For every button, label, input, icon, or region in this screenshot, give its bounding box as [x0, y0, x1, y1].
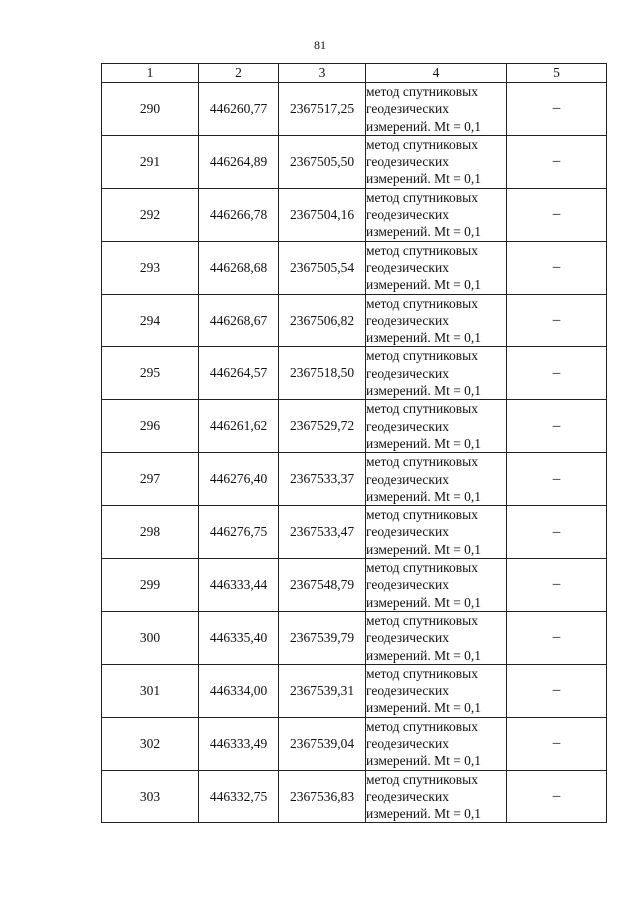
method-line-3: измерений. Mt = 0,1 [366, 541, 482, 557]
method-line-1: метод спутниковых [366, 189, 478, 205]
table-row [102, 347, 607, 400]
method-line-1: метод спутниковых [366, 612, 478, 628]
method-cell [366, 770, 507, 823]
method-cell [366, 188, 507, 241]
method-line-1: метод спутниковых [366, 401, 478, 417]
method-line-1: метод спутниковых [366, 665, 478, 681]
table-row [102, 506, 607, 559]
x-coordinate-cell: 446264,89 [199, 135, 279, 188]
method-line-1: метод спутниковых [366, 771, 478, 787]
y-coordinate-cell: 2367533,37 [279, 453, 366, 506]
method-line-3: измерений. Mt = 0,1 [366, 594, 482, 610]
method-cell [366, 453, 507, 506]
method-cell [366, 400, 507, 453]
method-line-3: измерений. Mt = 0,1 [366, 753, 482, 769]
point-number-cell: 299 [102, 559, 199, 612]
page-number: 81 [314, 38, 326, 52]
method-cell [366, 347, 507, 400]
table-row [102, 294, 607, 347]
point-number-cell: 303 [102, 770, 199, 823]
description-cell: – [507, 453, 607, 506]
x-coordinate-cell: 446260,77 [199, 83, 279, 136]
method-line-2: геодезических [366, 683, 449, 699]
method-line-2: геодезических [366, 524, 449, 540]
method-cell [366, 717, 507, 770]
description-cell: – [507, 294, 607, 347]
method-line-3: измерений. Mt = 0,1 [366, 806, 482, 822]
header-col-1: 1 [102, 64, 199, 83]
method-line-1: метод спутниковых [366, 507, 478, 523]
table-row [102, 559, 607, 612]
method-line-2: геодезических [366, 418, 449, 434]
x-coordinate-cell: 446264,57 [199, 347, 279, 400]
point-number-cell: 300 [102, 611, 199, 664]
table-row [102, 453, 607, 506]
y-coordinate-cell: 2367539,79 [279, 611, 366, 664]
y-coordinate-cell: 2367505,54 [279, 241, 366, 294]
table-row [102, 664, 607, 717]
method-line-1: метод спутниковых [366, 560, 478, 576]
table-body [102, 83, 607, 823]
method-cell [366, 506, 507, 559]
y-coordinate-cell: 2367533,47 [279, 506, 366, 559]
method-line-3: измерений. Mt = 0,1 [366, 700, 482, 716]
method-line-2: геодезических [366, 630, 449, 646]
point-number-cell: 302 [102, 717, 199, 770]
method-line-3: измерений. Mt = 0,1 [366, 171, 482, 187]
y-coordinate-cell: 2367539,31 [279, 664, 366, 717]
y-coordinate-cell: 2367529,72 [279, 400, 366, 453]
method-line-1: метод спутниковых [366, 454, 478, 470]
x-coordinate-cell: 446333,49 [199, 717, 279, 770]
description-cell: – [507, 611, 607, 664]
method-line-2: геодезических [366, 735, 449, 751]
method-line-3: измерений. Mt = 0,1 [366, 383, 482, 399]
y-coordinate-cell: 2367517,25 [279, 83, 366, 136]
method-cell [366, 611, 507, 664]
method-line-2: геодезических [366, 788, 449, 804]
method-line-2: геодезических [366, 365, 449, 381]
method-line-2: геодезических [366, 471, 449, 487]
method-cell [366, 83, 507, 136]
table-row [102, 135, 607, 188]
point-number-cell: 297 [102, 453, 199, 506]
point-number-cell: 301 [102, 664, 199, 717]
description-cell: – [507, 400, 607, 453]
method-cell [366, 559, 507, 612]
table-row [102, 241, 607, 294]
x-coordinate-cell: 446332,75 [199, 770, 279, 823]
x-coordinate-cell: 446261,62 [199, 400, 279, 453]
method-line-3: измерений. Mt = 0,1 [366, 118, 482, 134]
method-line-3: измерений. Mt = 0,1 [366, 647, 482, 663]
header-col-4: 4 [366, 64, 507, 83]
x-coordinate-cell: 446276,75 [199, 506, 279, 559]
description-cell: – [507, 135, 607, 188]
description-cell: – [507, 770, 607, 823]
method-line-1: метод спутниковых [366, 136, 478, 152]
method-line-2: геодезических [366, 207, 449, 223]
y-coordinate-cell: 2367505,50 [279, 135, 366, 188]
method-line-1: метод спутниковых [366, 84, 478, 99]
y-coordinate-cell: 2367548,79 [279, 559, 366, 612]
method-cell [366, 664, 507, 717]
method-line-2: геодезических [366, 259, 449, 275]
header-col-5: 5 [507, 64, 607, 83]
point-number-cell: 291 [102, 135, 199, 188]
coordinates-table [101, 63, 607, 823]
description-cell: – [507, 83, 607, 136]
method-line-3: измерений. Mt = 0,1 [366, 224, 482, 240]
table-row [102, 611, 607, 664]
x-coordinate-cell: 446268,67 [199, 294, 279, 347]
x-coordinate-cell: 446268,68 [199, 241, 279, 294]
table-row [102, 400, 607, 453]
method-line-2: геодезических [366, 312, 449, 328]
table-row [102, 717, 607, 770]
x-coordinate-cell: 446266,78 [199, 188, 279, 241]
header-row [102, 64, 607, 83]
point-number-cell: 298 [102, 506, 199, 559]
method-line-3: измерений. Mt = 0,1 [366, 435, 482, 451]
y-coordinate-cell: 2367518,50 [279, 347, 366, 400]
method-line-1: метод спутниковых [366, 718, 478, 734]
method-line-1: метод спутниковых [366, 295, 478, 311]
point-number-cell: 296 [102, 400, 199, 453]
method-line-1: метод спутниковых [366, 242, 478, 258]
point-number-cell: 293 [102, 241, 199, 294]
description-cell: – [507, 241, 607, 294]
y-coordinate-cell: 2367504,16 [279, 188, 366, 241]
method-cell [366, 241, 507, 294]
table-row [102, 770, 607, 823]
point-number-cell: 295 [102, 347, 199, 400]
description-cell: – [507, 347, 607, 400]
description-cell: – [507, 188, 607, 241]
method-line-1: метод спутниковых [366, 348, 478, 364]
description-cell: – [507, 506, 607, 559]
header-col-3: 3 [279, 64, 366, 83]
point-number-cell: 292 [102, 188, 199, 241]
table-row [102, 188, 607, 241]
method-line-3: измерений. Mt = 0,1 [366, 330, 482, 346]
method-line-2: геодезических [366, 154, 449, 170]
x-coordinate-cell: 446333,44 [199, 559, 279, 612]
point-number-cell: 290 [102, 83, 199, 136]
x-coordinate-cell: 446335,40 [199, 611, 279, 664]
x-coordinate-cell: 446276,40 [199, 453, 279, 506]
x-coordinate-cell: 446334,00 [199, 664, 279, 717]
header-col-2: 2 [199, 64, 279, 83]
description-cell: – [507, 664, 607, 717]
table-row [102, 83, 607, 136]
method-line-3: измерений. Mt = 0,1 [366, 277, 482, 293]
description-cell: – [507, 717, 607, 770]
description-cell: – [507, 559, 607, 612]
method-cell [366, 135, 507, 188]
method-line-2: геодезических [366, 101, 449, 117]
y-coordinate-cell: 2367539,04 [279, 717, 366, 770]
method-line-3: измерений. Mt = 0,1 [366, 488, 482, 504]
y-coordinate-cell: 2367536,83 [279, 770, 366, 823]
y-coordinate-cell: 2367506,82 [279, 294, 366, 347]
point-number-cell: 294 [102, 294, 199, 347]
method-line-2: геодезических [366, 577, 449, 593]
method-cell [366, 294, 507, 347]
